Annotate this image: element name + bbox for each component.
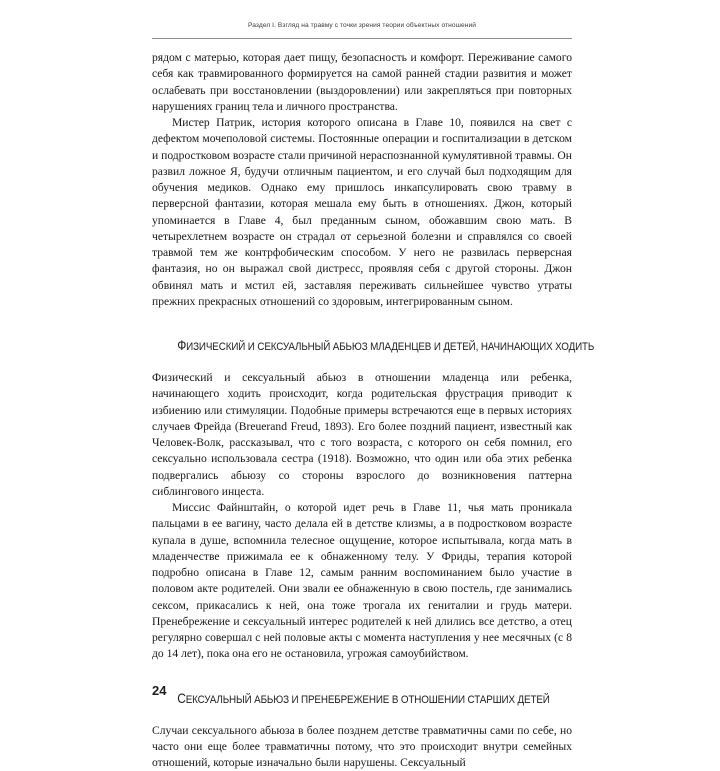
heading-spacer-top [152, 310, 572, 338]
running-head: Раздел I. Взгляд на травму с точки зрения теории объектных отношений [152, 22, 572, 29]
paragraph-abuse-definition: Физический и сексуальный абьюз в отношении младенца или ребенка, начинающего ходить происходит, когда родительская фрустрация приводит к избиению или стимуляции. Подобные примеры встречаются еще в первых историях случаев Фрейда (Breuerand Freud, 1893). Его более поздний пациент, известный как Человек-Волк, рассказывал, что с того возраста, с которого он себя помнил, его сексуально использовала сестра (1918). Возможно, что один или оба этих ребенка подвергались абьюзу со стороны взрослого до возникновения паттерна сиблингового инцеста. [152, 370, 572, 500]
section-heading-physical-sexual-abuse [177, 338, 547, 353]
text-column [152, 50, 572, 771]
heading-spacer-bottom [152, 353, 572, 370]
heading-dropcap-2: С [177, 691, 186, 706]
header-rule [152, 38, 572, 39]
heading-text-2: ЕКСУАЛЬНЫЙ АБЬЮЗ И ПРЕНЕБРЕЖЕНИЕ В ОТНОШЕНИИ СТАРШИХ ДЕТЕЙ [186, 694, 550, 706]
heading-dropcap: Ф [177, 338, 186, 353]
paragraph-older-children-abuse: Случаи сексуального абьюза в более позднем детстве травматичны сами по себе, но часто они еще более травматичны потому, что это происходит внутри семейных отношений, которые изначально были нарушены. Сексуальный [152, 723, 572, 771]
paragraph-mister-patrick: Мистер Патрик, история которого описана в Главе 10, появился на свет с дефектом мочеполовой системы. Постоянные операции и госпитализации в детском и подростковом возрасте стали причиной нераспознанной кумулятивной травмы. Он развил ложное Я, будучи отличным пациентом, и его случай был подходящим для обучения медиков. Однако ему пришлось инкапсулировать свою травму в перверсной фантазии, которая мешала ему быть в отношениях. Джон, который упоминается в Главе 4, был преданным сыном, обожавшим свою мать. В четырехлетнем возрасте он страдал от серьезной болезни и справлялся со своей травмой тем же контрфобическим способом. У него не развилась перверсная фантазия, но он выражал свой дистресс, проявляя себя с другой стороны. Джон обвинял мать и мстил ей, заставляя переживать сильнейшее чувство утраты прежних прекрасных отношений со здоровым, интегрированным сыном. [152, 115, 572, 310]
paragraph-continued: рядом с матерью, которая дает пищу, безопасность и комфорт. Переживание самого себя как травмированного формируется на самой ранней стадии развития и может ослабевать при восстановлении (выздоровлении) или закрепляться при повторных нарушениях границ тела и личного пространства. [152, 50, 572, 115]
heading-spacer-top-2 [152, 663, 572, 691]
paragraph-missis-fainshtain: Миссис Файнштайн, о которой идет речь в Главе 11, чья мать проникала пальцами в ее вагину, часто делала ей в детстве клизмы, а в подростковом возрасте купала в душе, вспомнила телесное ощущение, которое испытывала, когда мать в младенчестве прижимала ее к обнаженному телу. У Фриды, терапия которой подробно описана в Главе 12, самым ранним воспоминанием было участие в половом акте родителей. Они звали ее обнаженную в свою постель, где занимались сексом, прикасались к ней, она тоже трогала их гениталии и грудь матери. Пренебрежение и сексуальный интерес родителей к ней длились все детство, а отец регулярно совершал с ней половые акты с момента наступления у нее месячных (с 8 до 14 лет), пока она его не остановила, угрожая самоубийством. [152, 500, 572, 663]
heading-text: ИЗИЧЕСКИЙ И СЕКСУАЛЬНЫЙ АБЬЮЗ МЛАДЕНЦЕВ И ДЕТЕЙ, НАЧИНАЮЩИХ ХОДИТЬ [186, 341, 594, 353]
section-heading-sexual-abuse-older-children [177, 691, 547, 706]
page-number: 24 [152, 683, 166, 698]
